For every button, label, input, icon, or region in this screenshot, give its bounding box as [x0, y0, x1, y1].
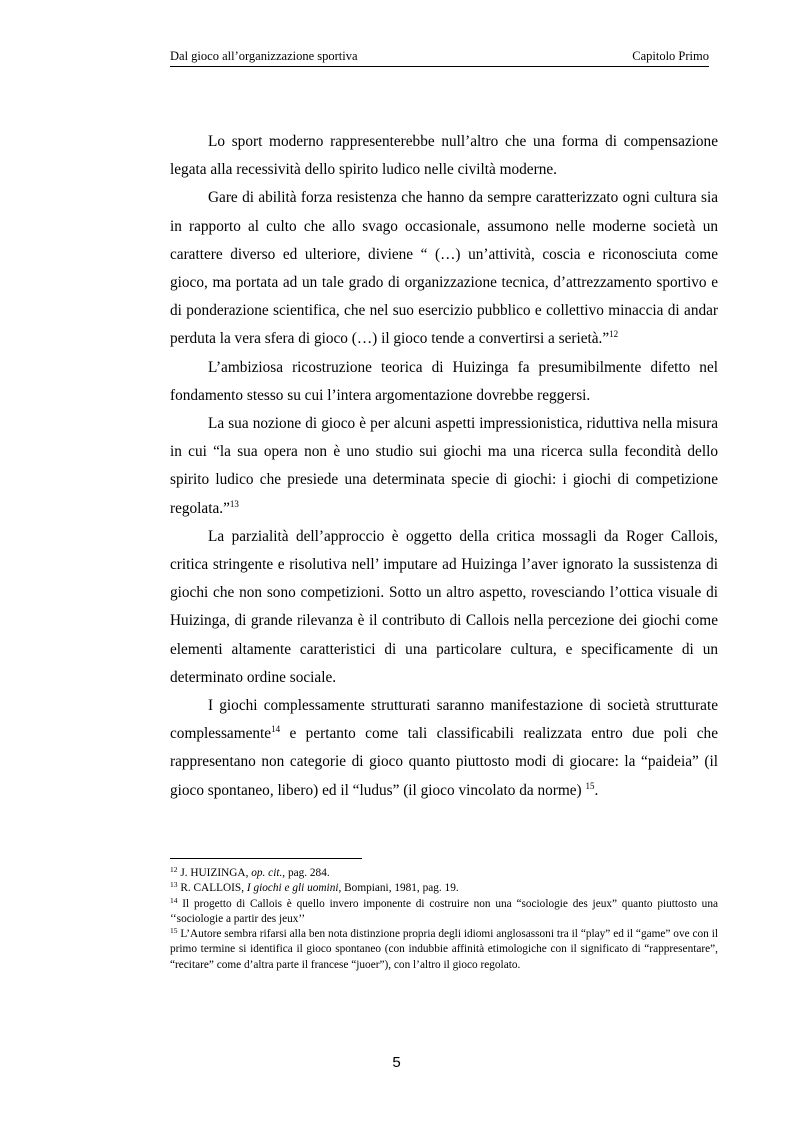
paragraph-text: L’ambiziosa ricostruzione teorica di Huizinga fa presumibilmente difetto nel fondamento stesso su cui l’intera argomentazione dovrebbe reggersi. — [170, 358, 718, 404]
footnote — [170, 927, 718, 973]
footnote-text: , pag. 284. — [282, 867, 330, 879]
footnote-italic: I giochi e gli uomini — [246, 882, 339, 895]
paragraph-text: La sua nozione di gioco è per alcuni aspetti impressionistica, riduttiva nella misura in cui “la sua opera non è uno studio sui giochi ma una ricerca sulla fecondità dello spirito ludico che presiede una determinata specie di giochi: i giochi di competizione regolata.” — [170, 415, 718, 517]
paragraph-text: I giochi complessamente strutturati saranno manifestazione di società strutturate complessamente — [170, 697, 718, 743]
footnote-ref: 13 — [229, 498, 239, 509]
paragraph — [170, 523, 718, 692]
footnote-text: R. CALLOIS, — [177, 882, 247, 895]
paragraph-text: . — [594, 781, 599, 799]
paragraph — [170, 354, 718, 410]
footnote-number: 14 — [170, 895, 178, 905]
paragraph — [170, 410, 718, 523]
footnote — [170, 881, 718, 896]
running-header — [170, 48, 709, 67]
page-number: 5 — [392, 1054, 401, 1071]
paragraph — [170, 692, 718, 805]
footnote-text: , Bompiani, 1981, pag. 19. — [338, 882, 459, 895]
footnotes — [170, 866, 718, 973]
footnote-number: 12 — [170, 865, 178, 874]
body-text — [170, 128, 718, 805]
footnote-ref: 14 — [271, 724, 281, 735]
footnote-ref: 12 — [609, 329, 619, 340]
paragraph — [170, 184, 718, 353]
footnote-ref: 15 — [585, 780, 595, 791]
paragraph-text: e pertanto come tali classificabili realizzata entro due poli che rappresentano non categorie di gioco quanto piuttosto modi di giocare: la “paideia” (il gioco spontaneo, libero) ed il “ludus” (il gioco vincolato da norme) — [170, 725, 718, 799]
footnote-text: J. HUIZINGA, — [177, 867, 252, 879]
footnote-text: Il progetto di Callois è quello invero imponente di costruire non una “sociologie des jeux” quanto piuttosto una ‘‘sociologie a partir des jeux’’ — [170, 897, 718, 925]
paragraph-text: Lo sport moderno rappresenterebbe null’altro che una forma di compensazione legata alla recessività dello spirito ludico nelle civiltà moderne. — [170, 133, 718, 179]
paragraph-text: Gare di abilità forza resistenza che hanno da sempre caratterizzato ogni cultura sia in rapporto al culto che allo svago occasionale, assumono nelle moderne società un carattere diverso ed ulteriore, diviene “ (…) un’attività, coscia e riconosciuta come gioco, ma portata ad un tale grado di organizzazione tecnica, d’attrezzamento sportivo e di ponderazione scientifica, che nel suo esercizio pubblico e collettivo minaccia di andar perduta la vera sfera di gioco (…) il gioco tende a convertirsi a serietà.” — [170, 189, 718, 348]
footnote — [170, 897, 718, 928]
footnote-separator — [170, 858, 362, 859]
header-chapter: Capitolo Primo — [632, 49, 709, 63]
footnote — [170, 866, 718, 881]
footnote-text: L’Autore sembra rifarsi alla ben nota distinzione propria degli idiomi anglosassoni tra il “play” ed il “game” ove con il primo termine si identifica il gioco spontaneo (con indubbie affinità etimologiche con il significato di “rappresentare”, “recitare” come d’altra parte il francese “juoer”), con l’altro il gioco regolato. — [170, 928, 718, 971]
header-title: Dal gioco all’organizzazione sportiva — [170, 49, 358, 63]
footnote-number: 15 — [170, 926, 178, 936]
paragraph-text: La parzialità dell’approccio è oggetto della critica mossagli da Roger Callois, critica stringente e risolutiva nell’ imputare ad Huizinga l’aver ignorato la sussistenza di giochi che non sono competizioni. Sotto un altro aspetto, rovesciando l’ottica visuale di Huizinga, di grande rilevanza è il contributo di Callois nella percezione dei giochi come elementi altamente caratteristici di una particolare cultura, e specificamente di un determinato ordine sociale. — [170, 527, 718, 686]
paragraph — [170, 128, 718, 184]
footnote-italic: op. cit. — [251, 867, 283, 879]
footnote-number: 13 — [170, 880, 178, 890]
